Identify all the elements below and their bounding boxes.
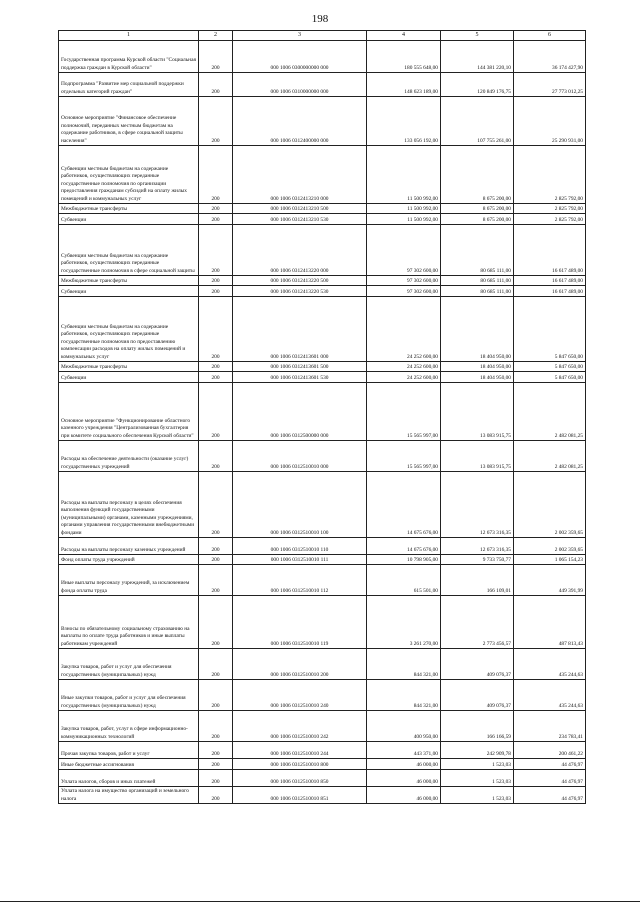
table-row xyxy=(59,362,586,372)
row-name: Межбюджетные трансферты xyxy=(59,204,199,214)
row-unexecuted-amount: 44 476,97 xyxy=(514,759,586,770)
table-row xyxy=(59,383,586,441)
table-row xyxy=(59,565,586,596)
row-executed-amount: 409 076,37 xyxy=(441,649,514,680)
table-row xyxy=(59,759,586,770)
row-budget-code: 000 1006 0312510010 000 xyxy=(233,441,367,472)
row-executed-amount: 80 685 111,00 xyxy=(441,276,514,286)
row-name: Субвенции xyxy=(59,286,199,297)
table-row xyxy=(59,555,586,565)
row-name: Межбюджетные трансферты xyxy=(59,276,199,286)
row-name: Иные выплаты персоналу учреждений, за исключением фонда оплаты труда xyxy=(59,565,199,596)
row-executed-amount: 9 733 750,77 xyxy=(441,555,514,565)
row-approved-amount: 14 675 676,00 xyxy=(367,538,441,555)
table-row xyxy=(59,204,586,214)
row-executed-amount: 166 166,59 xyxy=(441,711,514,742)
row-unexecuted-amount: 16 617 489,00 xyxy=(514,286,586,297)
row-name: Взносы по обязательному социальному страхованию на выплаты по оплате труда работников и иные выплаты работникам учреждений xyxy=(59,596,199,649)
column-header: 2 xyxy=(199,31,233,41)
row-unexecuted-amount: 44 476,97 xyxy=(514,787,586,804)
row-unexecuted-amount: 487 813,43 xyxy=(514,596,586,649)
row-unexecuted-amount: 2 002 359,65 xyxy=(514,538,586,555)
row-budget-code: 000 1006 0312510010 851 xyxy=(233,787,367,804)
table-row xyxy=(59,472,586,538)
row-budget-code: 000 1006 0312413210 500 xyxy=(233,204,367,214)
column-header: 1 xyxy=(59,31,199,41)
row-approved-amount: 24 252 600,00 xyxy=(367,297,441,362)
table-row xyxy=(59,286,586,297)
row-approved-amount: 97 302 600,00 xyxy=(367,276,441,286)
row-budget-code: 000 1006 0312413220 500 xyxy=(233,276,367,286)
row-executed-amount: 166 109,01 xyxy=(441,565,514,596)
row-executed-amount: 13 083 915,75 xyxy=(441,383,514,441)
row-unexecuted-amount: 2 825 792,00 xyxy=(514,204,586,214)
row-executed-amount: 144 381 220,10 xyxy=(441,41,514,73)
table-row xyxy=(59,770,586,787)
row-unexecuted-amount: 5 847 650,00 xyxy=(514,372,586,383)
row-unexecuted-amount: 5 847 650,00 xyxy=(514,362,586,372)
row-executed-amount: 8 675 200,00 xyxy=(441,146,514,204)
row-unexecuted-amount: 2 002 359,65 xyxy=(514,472,586,538)
row-approved-amount: 46 000,00 xyxy=(367,759,441,770)
row-budget-code: 000 1006 0312510010 240 xyxy=(233,680,367,711)
row-unexecuted-amount: 25 290 931,00 xyxy=(514,97,586,146)
row-executed-amount: 1 523,03 xyxy=(441,759,514,770)
row-name: Иные закупки товаров, работ и услуг для обеспечения государственных (муниципальных) нужд xyxy=(59,680,199,711)
row-budget-code: 000 1006 0312510010 111 xyxy=(233,555,367,565)
row-name: Подпрограмма "Развитие мер социальной поддержки отдельных категорий граждан" xyxy=(59,73,199,97)
row-admin-code: 200 xyxy=(199,204,233,214)
page-number: 198 xyxy=(311,13,329,25)
row-executed-amount: 1 523,03 xyxy=(441,770,514,787)
row-name: Субвенции xyxy=(59,372,199,383)
row-admin-code: 200 xyxy=(199,770,233,787)
row-approved-amount: 844 321,00 xyxy=(367,649,441,680)
table-row xyxy=(59,596,586,649)
row-executed-amount: 242 909,78 xyxy=(441,742,514,759)
row-executed-amount: 2 773 456,57 xyxy=(441,596,514,649)
row-executed-amount: 409 076,37 xyxy=(441,680,514,711)
row-executed-amount: 8 675 200,00 xyxy=(441,204,514,214)
row-approved-amount: 844 321,00 xyxy=(367,680,441,711)
row-budget-code: 000 1006 0312400000 000 xyxy=(233,97,367,146)
row-budget-code: 000 1006 0312500000 000 xyxy=(233,383,367,441)
column-header: 3 xyxy=(233,31,367,41)
row-unexecuted-amount: 449 391,99 xyxy=(514,565,586,596)
row-unexecuted-amount: 435 244,63 xyxy=(514,680,586,711)
row-approved-amount: 24 252 600,00 xyxy=(367,372,441,383)
row-name: Основное мероприятие "Финансовое обеспечение полномочий, переданных местным бюджетам на содержание работников, в сфере социальной защиты населения" xyxy=(59,97,199,146)
row-executed-amount: 80 685 111,00 xyxy=(441,286,514,297)
row-unexecuted-amount: 2 825 792,00 xyxy=(514,146,586,204)
table-row xyxy=(59,146,586,204)
row-admin-code: 200 xyxy=(199,759,233,770)
table-row xyxy=(59,649,586,680)
row-name: Закупка товаров, работ и услуг для обеспечения государственных (муниципальных) нужд xyxy=(59,649,199,680)
row-approved-amount: 15 565 997,00 xyxy=(367,441,441,472)
row-budget-code: 000 1006 0312413210 000 xyxy=(233,146,367,204)
row-budget-code: 000 1006 0312413210 530 xyxy=(233,214,367,225)
table-header-row xyxy=(59,31,586,41)
row-name: Уплата налога на имущество организаций и земельного налога xyxy=(59,787,199,804)
row-approved-amount: 97 302 600,00 xyxy=(367,286,441,297)
row-name: Государственная программа Курской области "Социальная поддержка граждан в Курской области" xyxy=(59,41,199,73)
row-unexecuted-amount: 16 617 489,00 xyxy=(514,225,586,276)
row-budget-code: 000 1006 0300000000 000 xyxy=(233,41,367,73)
table-row xyxy=(59,372,586,383)
table-row xyxy=(59,680,586,711)
row-budget-code: 000 1006 0312510010 110 xyxy=(233,538,367,555)
row-executed-amount: 18 404 950,00 xyxy=(441,372,514,383)
row-admin-code: 200 xyxy=(199,372,233,383)
column-header: 6 xyxy=(514,31,586,41)
row-admin-code: 200 xyxy=(199,362,233,372)
table-row xyxy=(59,214,586,225)
row-approved-amount: 14 675 676,00 xyxy=(367,472,441,538)
row-unexecuted-amount: 36 174 427,90 xyxy=(514,41,586,73)
row-admin-code: 200 xyxy=(199,472,233,538)
row-admin-code: 200 xyxy=(199,711,233,742)
row-admin-code: 200 xyxy=(199,225,233,276)
row-budget-code: 000 1006 0312510010 200 xyxy=(233,649,367,680)
table-row xyxy=(59,787,586,804)
row-name: Основное мероприятие "Функционирование областного казенного учреждения "Централизованная бухгалтерия при комитете социального обеспечения Курской области" xyxy=(59,383,199,441)
row-name: Иные бюджетные ассигнования xyxy=(59,759,199,770)
row-budget-code: 000 1006 0312510010 112 xyxy=(233,565,367,596)
table-row xyxy=(59,711,586,742)
row-executed-amount: 18 404 950,00 xyxy=(441,297,514,362)
row-admin-code: 200 xyxy=(199,680,233,711)
row-name: Субвенции местным бюджетам на содержание работников, осуществляющих переданные государственные полномочия в сфере социальной защиты xyxy=(59,225,199,276)
row-admin-code: 200 xyxy=(199,97,233,146)
row-approved-amount: 46 000,00 xyxy=(367,770,441,787)
row-unexecuted-amount: 2 482 081,25 xyxy=(514,383,586,441)
column-header: 5 xyxy=(441,31,514,41)
row-name: Расходы на выплаты персоналу казенных учреждений xyxy=(59,538,199,555)
row-approved-amount: 443 371,00 xyxy=(367,742,441,759)
row-budget-code: 000 1006 0312413601 000 xyxy=(233,297,367,362)
row-approved-amount: 10 798 905,00 xyxy=(367,555,441,565)
row-admin-code: 200 xyxy=(199,73,233,97)
row-budget-code: 000 1006 0312510010 850 xyxy=(233,770,367,787)
row-approved-amount: 11 500 992,00 xyxy=(367,204,441,214)
row-approved-amount: 24 252 600,00 xyxy=(367,362,441,372)
row-unexecuted-amount: 234 783,41 xyxy=(514,711,586,742)
row-approved-amount: 15 565 997,00 xyxy=(367,383,441,441)
row-name: Расходы на обеспечение деятельности (оказание услуг) государственных учреждений xyxy=(59,441,199,472)
row-budget-code: 000 1006 0312510010 242 xyxy=(233,711,367,742)
row-executed-amount: 12 673 316,35 xyxy=(441,472,514,538)
row-admin-code: 200 xyxy=(199,214,233,225)
row-executed-amount: 18 404 950,00 xyxy=(441,362,514,372)
row-executed-amount: 107 755 261,00 xyxy=(441,97,514,146)
row-unexecuted-amount: 5 847 650,00 xyxy=(514,297,586,362)
row-unexecuted-amount: 27 773 012,25 xyxy=(514,73,586,97)
row-approved-amount: 11 500 992,00 xyxy=(367,214,441,225)
row-admin-code: 200 xyxy=(199,538,233,555)
row-admin-code: 200 xyxy=(199,555,233,565)
row-budget-code: 000 1006 0312413601 500 xyxy=(233,362,367,372)
row-approved-amount: 133 056 192,00 xyxy=(367,97,441,146)
row-approved-amount: 400 950,00 xyxy=(367,711,441,742)
table-row xyxy=(59,441,586,472)
row-name: Межбюджетные трансферты xyxy=(59,362,199,372)
row-admin-code: 200 xyxy=(199,649,233,680)
row-budget-code: 000 1006 0312510010 119 xyxy=(233,596,367,649)
row-unexecuted-amount: 16 617 489,00 xyxy=(514,276,586,286)
row-executed-amount: 12 673 316,35 xyxy=(441,538,514,555)
row-executed-amount: 120 849 176,75 xyxy=(441,73,514,97)
row-approved-amount: 97 302 600,00 xyxy=(367,225,441,276)
row-admin-code: 200 xyxy=(199,286,233,297)
table-row xyxy=(59,297,586,362)
table-row xyxy=(59,225,586,276)
row-executed-amount: 13 083 915,75 xyxy=(441,441,514,472)
row-unexecuted-amount: 44 476,97 xyxy=(514,770,586,787)
row-approved-amount: 180 555 648,00 xyxy=(367,41,441,73)
row-executed-amount: 1 523,03 xyxy=(441,787,514,804)
row-name: Субвенции местным бюджетам на содержание работников, осуществляющих переданные государственные полномочия по организации предоставления гражданам субсидий на оплату жилых помещений и коммунальных услуг xyxy=(59,146,199,204)
table-row xyxy=(59,276,586,286)
row-unexecuted-amount: 200 461,22 xyxy=(514,742,586,759)
row-name: Фонд оплаты труда учреждений xyxy=(59,555,199,565)
row-admin-code: 200 xyxy=(199,276,233,286)
row-name: Расходы на выплаты персоналу в целях обеспечения выполнения функций государственными (муниципальными) органами, казенными учреждениями, органами управления государственными внебюджетными фондами xyxy=(59,472,199,538)
row-unexecuted-amount: 2 825 792,00 xyxy=(514,214,586,225)
row-name: Прочая закупка товаров, работ и услуг xyxy=(59,742,199,759)
page-bottom-line xyxy=(0,901,640,902)
row-unexecuted-amount: 2 482 081,25 xyxy=(514,441,586,472)
row-admin-code: 200 xyxy=(199,596,233,649)
row-budget-code: 000 1006 0312510010 100 xyxy=(233,472,367,538)
row-budget-code: 000 1006 0312413220 530 xyxy=(233,286,367,297)
row-approved-amount: 615 501,00 xyxy=(367,565,441,596)
row-admin-code: 200 xyxy=(199,146,233,204)
row-budget-code: 000 1006 0312510010 800 xyxy=(233,759,367,770)
table-row xyxy=(59,742,586,759)
row-name: Закупка товаров, работ, услуг в сфере информационно-коммуникационных технологий xyxy=(59,711,199,742)
row-budget-code: 000 1006 0312413220 000 xyxy=(233,225,367,276)
row-executed-amount: 8 675 200,00 xyxy=(441,214,514,225)
table-row xyxy=(59,73,586,97)
row-name: Субвенции местным бюджетам на содержание работников, осуществляющих переданные государственные полномочия по предоставлению компенсации расходов на оплату жилых помещений и коммунальных услуг xyxy=(59,297,199,362)
row-admin-code: 200 xyxy=(199,787,233,804)
row-budget-code: 000 1006 0312510010 244 xyxy=(233,742,367,759)
budget-table xyxy=(58,30,586,804)
row-admin-code: 200 xyxy=(199,41,233,73)
row-approved-amount: 46 000,00 xyxy=(367,787,441,804)
row-admin-code: 200 xyxy=(199,383,233,441)
row-approved-amount: 148 623 189,00 xyxy=(367,73,441,97)
row-budget-code: 000 1006 0312413601 530 xyxy=(233,372,367,383)
row-approved-amount: 11 500 992,00 xyxy=(367,146,441,204)
row-unexecuted-amount: 1 065 154,23 xyxy=(514,555,586,565)
table-row xyxy=(59,97,586,146)
row-name: Уплата налогов, сборов и иных платежей xyxy=(59,770,199,787)
column-header: 4 xyxy=(367,31,441,41)
table-row xyxy=(59,538,586,555)
row-approved-amount: 3 261 270,00 xyxy=(367,596,441,649)
row-executed-amount: 80 685 111,00 xyxy=(441,225,514,276)
row-admin-code: 200 xyxy=(199,742,233,759)
row-admin-code: 200 xyxy=(199,297,233,362)
row-admin-code: 200 xyxy=(199,441,233,472)
row-budget-code: 000 1006 0310000000 000 xyxy=(233,73,367,97)
row-admin-code: 200 xyxy=(199,565,233,596)
row-name: Субвенции xyxy=(59,214,199,225)
table-row xyxy=(59,41,586,73)
row-unexecuted-amount: 435 244,63 xyxy=(514,649,586,680)
